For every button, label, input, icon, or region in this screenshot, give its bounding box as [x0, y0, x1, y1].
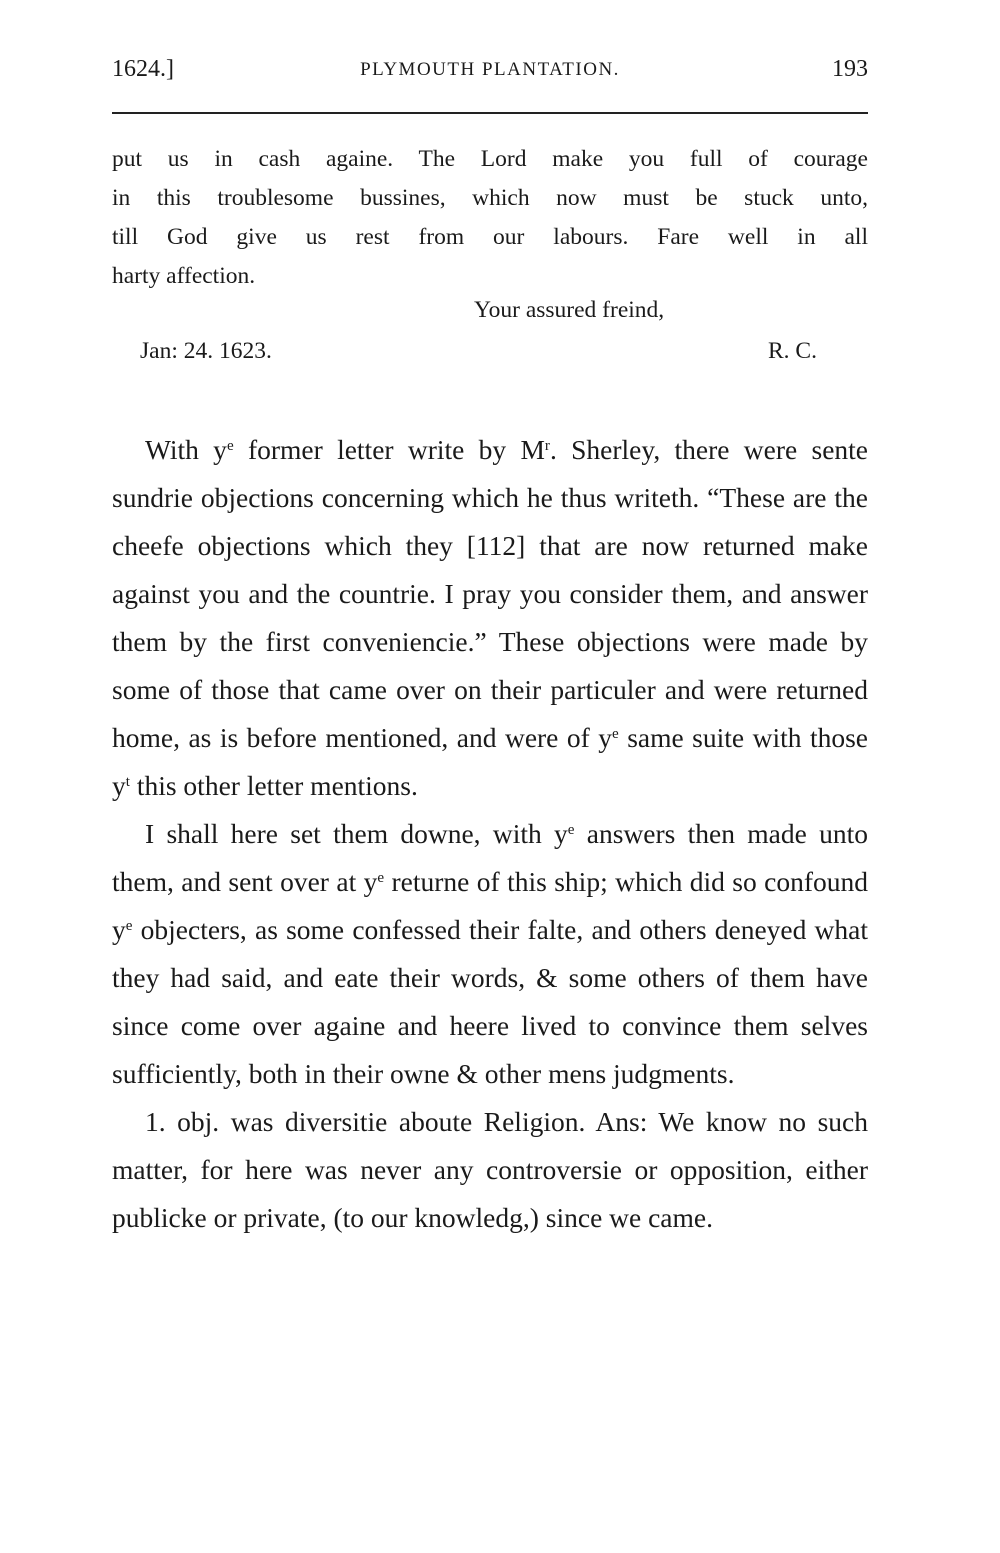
- running-header: [112, 56, 868, 96]
- letter-signoff: Your assured freind,: [474, 297, 665, 323]
- letter-ending: [112, 140, 868, 296]
- paragraph-answers-intro: I shall here set them downe, with $y^e$ answers then made unto them, and sent over at $y^e$ returne of this ship; which did so confound $y^e$ objecters, as some confessed their falte, and others deneyed what they had said, and eate their words, & some others of them have since come over againe and heere lived to convince them selves sufficiently, both in their owne & other mens judgments.: [112, 818, 869, 1089]
- letter-line: in this troublesome bussines, which now must be stuck unto,: [112, 185, 868, 211]
- letter-initials: R. C.: [768, 338, 817, 364]
- header-title: PLYMOUTH PLANTATION.: [360, 59, 620, 80]
- page-number: 193: [832, 56, 868, 82]
- letter-line: put us in cash againe. The Lord make you full of courage: [112, 146, 868, 172]
- paragraph-objection-1: 1. obj. was diversitie aboute Religion. Ans: We know no such matter, for here was never any controversie or opposition, either publicke or private, (to our knowledg,) since we came.: [112, 1106, 868, 1233]
- main-text: [112, 426, 868, 1242]
- paragraph-objections-intro: With $y^e$ former letter write by $M^r$. Sherley, there were sente sundrie objections concerning which he thus writeth. “These are the cheefe objections which they [112] that are now returned make against you and the countrie. I pray you consider them, and answer them by the first conveniencie.” These objections were made by some of those that came over on their particuler and were returned home, as is before mentioned, and were of $y^e$ same suite with those $y^t$ this other letter mentions.: [112, 434, 868, 801]
- letter-date: Jan: 24. 1623.: [140, 338, 272, 364]
- letter-line: harty affection.: [112, 263, 256, 289]
- header-year: 1624.]: [112, 56, 174, 82]
- letter-line: till God give us rest from our labours. Fare well in all: [112, 224, 868, 250]
- header-rule: [112, 112, 868, 114]
